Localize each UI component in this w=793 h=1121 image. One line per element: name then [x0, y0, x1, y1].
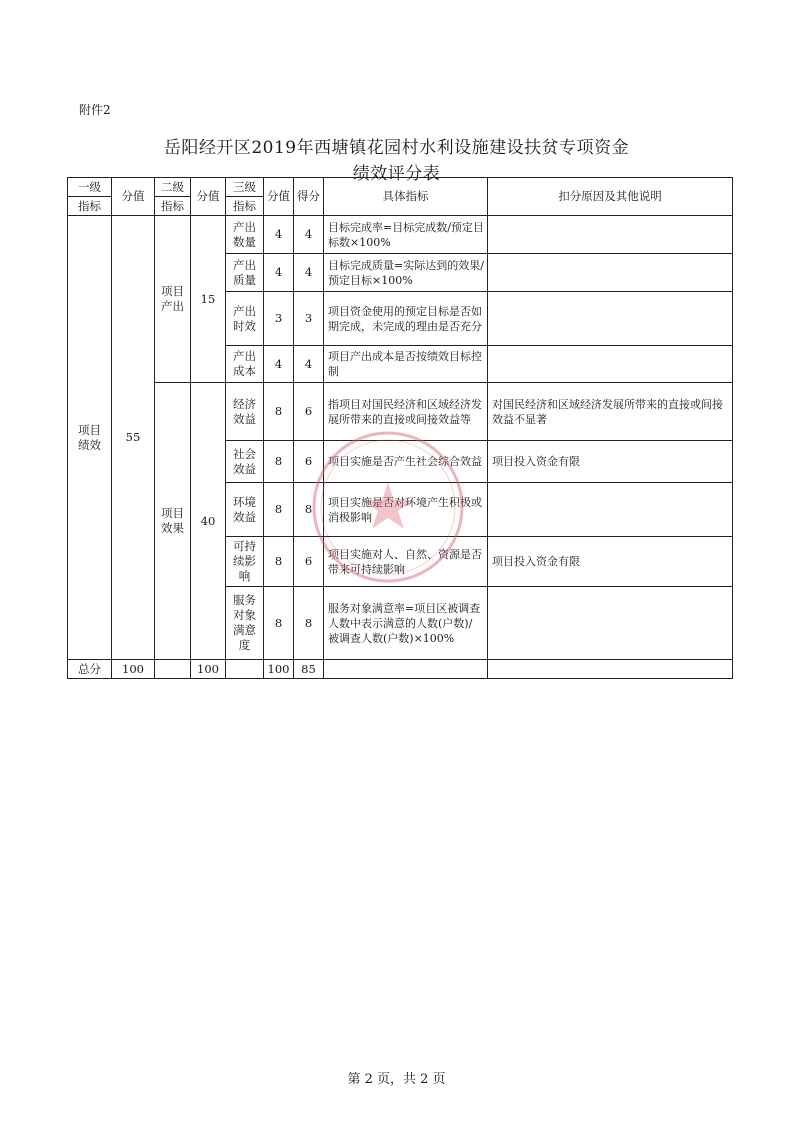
attachment-label: 附件2: [79, 103, 111, 117]
group-effect-name: 项目 效果: [155, 383, 191, 660]
l3-score: 8: [264, 383, 294, 441]
level1-name: 项目 绩效: [68, 216, 112, 660]
header-score2: 分值: [191, 178, 226, 216]
l3-indicator: 项目资金使用的预定目标是否如期完成，未完成的理由是否充分: [324, 292, 488, 346]
l3-earned: 6: [294, 383, 324, 441]
group-output-name: 项目 产出: [155, 216, 191, 383]
header-score1: 分值: [112, 178, 155, 216]
l3-indicator: 指项目对国民经济和区域经济发展所带来的直接或间接效益等: [324, 383, 488, 441]
header-level2-bottom: 指标: [155, 197, 191, 216]
l3-indicator: 目标完成率=目标完成数/预定目标数×100%: [324, 216, 488, 254]
total-empty-cell: [488, 660, 733, 679]
l3-score: 3: [264, 292, 294, 346]
l3-note: [488, 346, 733, 383]
l3-score: 8: [264, 587, 294, 660]
l3-name: 社会 效益: [226, 441, 264, 483]
group-output-score: 15: [191, 216, 226, 383]
header-level1-top: 一级: [68, 178, 112, 197]
header-score3: 分值: [264, 178, 294, 216]
l3-note: [488, 483, 733, 537]
l3-indicator: 项目产出成本是否按绩效目标控制: [324, 346, 488, 383]
l3-indicator: 项目实施是否对环境产生积极或消极影响: [324, 483, 488, 537]
l3-score: 8: [264, 537, 294, 587]
l3-note: 项目投入资金有限: [488, 441, 733, 483]
header-earned: 得分: [294, 178, 324, 216]
l3-name: 产出 质量: [226, 254, 264, 292]
l3-score: 4: [264, 254, 294, 292]
l3-indicator: 目标完成质量=实际达到的效果/预定目标×100%: [324, 254, 488, 292]
l3-name: 环境 效益: [226, 483, 264, 537]
l3-indicator: 项目实施对人、自然、资源是否带来可持续影响: [324, 537, 488, 587]
l3-note: [488, 216, 733, 254]
l3-note: [488, 254, 733, 292]
l3-note: 对国民经济和区域经济发展所带来的直接或间接效益不显著: [488, 383, 733, 441]
document-subtitle: 绩效评分表: [352, 164, 441, 184]
l3-note: [488, 292, 733, 346]
total-empty-cell: [155, 660, 191, 679]
total-score3: 100: [264, 660, 294, 679]
page-footer: 第 2 页，共 2 页: [347, 1072, 446, 1087]
l3-name: 产出 时效: [226, 292, 264, 346]
l3-note: [488, 587, 733, 660]
l3-earned: 3: [294, 292, 324, 346]
l3-earned: 6: [294, 441, 324, 483]
total-score2: 100: [191, 660, 226, 679]
l3-score: 4: [264, 346, 294, 383]
total-empty-cell: [324, 660, 488, 679]
l3-earned: 4: [294, 254, 324, 292]
l3-name: 经济 效益: [226, 383, 264, 441]
header-deduction: 扣分原因及其他说明: [488, 178, 733, 216]
level1-score: 55: [112, 216, 155, 660]
l3-indicator: 项目实施是否产生社会综合效益: [324, 441, 488, 483]
header-indicator: 具体指标: [324, 178, 488, 216]
l3-score: 4: [264, 216, 294, 254]
l3-name: 可持 续影 响: [226, 537, 264, 587]
total-score1: 100: [112, 660, 155, 679]
header-level3-bottom: 指标: [226, 197, 264, 216]
l3-name: 产出 成本: [226, 346, 264, 383]
l3-note: 项目投入资金有限: [488, 537, 733, 587]
total-label: 总分: [68, 660, 112, 679]
group-effect-score: 40: [191, 383, 226, 660]
l3-earned: 8: [294, 587, 324, 660]
total-earned: 85: [294, 660, 324, 679]
official-seal-icon: [308, 427, 468, 587]
l3-score: 8: [264, 441, 294, 483]
document-title: 岳阳经开区2019年西塘镇花园村水利设施建设扶贫专项资金: [163, 138, 630, 158]
l3-earned: 4: [294, 216, 324, 254]
header-level2-top: 二级: [155, 178, 191, 197]
header-level3-top: 三级: [226, 178, 264, 197]
l3-score: 8: [264, 483, 294, 537]
header-level1-bottom: 指标: [68, 197, 112, 216]
l3-name: 产出 数量: [226, 216, 264, 254]
l3-name: 服务 对象 满意 度: [226, 587, 264, 660]
total-empty-cell: [226, 660, 264, 679]
l3-earned: 4: [294, 346, 324, 383]
l3-earned: 8: [294, 483, 324, 537]
l3-earned: 6: [294, 537, 324, 587]
l3-indicator: 服务对象满意率=项目区被调查人数中表示满意的人数(户数)/ 被调查人数(户数)×100%: [324, 587, 488, 660]
